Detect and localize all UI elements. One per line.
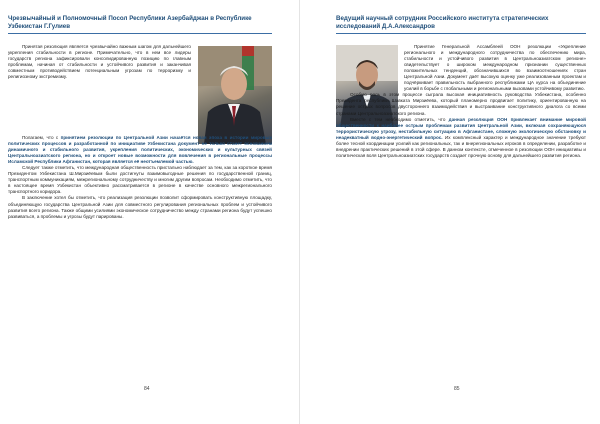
left-paragraph-2-bold: принятием резолюции по Центральной Азии начаётся новая эпоха в истории мировых политических процессов и разработанной по инициативе Узбекистана документ не только станет основанием динамичного и стабильного развития, укрепления политических, экономических и культурных связей Центральноазиатского региона, но и откроет новые возможности для вовлечения в региональные процессы Исламской Республики Афганистан, которая является её неотъемлемой частью.: [8, 135, 272, 165]
left-body-block: [8, 135, 272, 220]
right-paragraph-3-lead: Вместе с тем необходимо отметить, что: [350, 116, 449, 122]
left-paragraph-1: Принятая резолюция является чрезвычайно важным шагом для дальнейшего укрепления стабильности в регионе. Примечательно, что в нем все лидеры государств региона зафиксировали консолидированную позицию по главным проблемам, начиная от стабильности и устойчивого развития и заканчивая совместным противодействием потенциальным угрозам по терроризму и религиозному экстремизму.: [8, 44, 191, 80]
right-page-number: 85: [454, 386, 460, 392]
left-paragraph-2-lead: Полагаем, что с: [22, 135, 61, 140]
left-page-number: 84: [144, 386, 150, 392]
right-body-block: [336, 44, 586, 159]
ambassador-portrait-image: [198, 46, 272, 144]
right-heading-text: Ведущий научный сотрудник Российского института стратегических исследований Д.А.Александров: [336, 15, 549, 30]
left-paragraph-3: Следует также отметить, что международная общественность пристально наблюдает за тем, как за короткое время Президентом Узбекистана Ш.Мирзиёевым были достигнуты взаимовыгодные решения по государственной границ, транспортным коммуникациям, межрегиональному сотрудничеству и многим другим вопросам. Необходимо отметить, что в настоящее время Узбекистан объективно рассматривается в регионе в качестве основного межрегионального транспортного коридора.: [8, 165, 272, 195]
right-paragraph-2: Особую роль в этом процессе сыграла высокая инициативность руководства Узбекистана, особенно Президента республики Шавката Мирзиёева, который планомерно продвигает политику, ориентированную на решение острых вопросов двустороннего взаимодействия и выстраивание конструктивного диалога со всеми странами Центральноазиатского региона.: [336, 92, 586, 116]
left-heading-rule: [8, 33, 272, 34]
right-paragraph-1: Принятие Генеральной Ассамблеей ООН резолюции «Укрепление регионального и международного сотрудничества по обеспечению мира, стабильности и устойчивого развития в Центральноазиатском регионе» свидетельствует о широком международном признании существенных положительных тенденций, обозначившихся во взаимоотношениях стран Центральной Азии. Документ даёт высокую оценку уже реализованным проектам и подчёркивает правильность выбранного республиками ЦА курса на объединение усилий в борьбе с глобальными и региональными вызовами устойчивому развитию.: [404, 44, 586, 92]
left-paragraph-1-block: [8, 44, 191, 80]
right-heading: [336, 15, 586, 30]
left-heading: [8, 15, 272, 30]
ambassador-photo: [198, 46, 272, 144]
right-paragraph-3-tail: Их комплексный характер и международное значение требуют более тесной координации усилий как региональных, так и внерегиональных игроков в определении, разработке и внедрении практических решений в этой сфере. В данном контексте, отмеченное в резолюции ООН инициативы и политическая воля Центральноазиатских государств создает прочную основу для дальнейшего развития региона.: [336, 134, 586, 158]
left-paragraph-2: [8, 135, 272, 165]
right-page: [300, 0, 600, 424]
right-paragraph-3: [336, 117, 586, 159]
right-heading-rule: [336, 33, 586, 34]
left-paragraph-4: В заключение хотел бы отметить, что реализация резолюции позволит сформировать конструктивную площадку, объединяющую государства Центральной Азии для совместного регулирования региональных проблем и устойчивого развития всего региона. Также общими усилиями экономическое сотрудничество между странами региона будут успешно развиваться, а проблемы и угрозы будут парированы.: [8, 195, 272, 219]
left-heading-text: Чрезвычайный и Полномочный Посол Республики Азербайджан в Республике Узбекистан Г.Гулиев: [8, 15, 252, 30]
right-paragraph-3-bold: данная резолюция ООН привлекает внимание мировой общественности к наиболее острым проблемам развития Центральной Азии, включая сохраняющуюся террористическую угрозу, нестабильную ситуацию в Афганистане, сложную экологическую обстановку и неадекватный водно-энергетический вопрос.: [336, 116, 586, 140]
